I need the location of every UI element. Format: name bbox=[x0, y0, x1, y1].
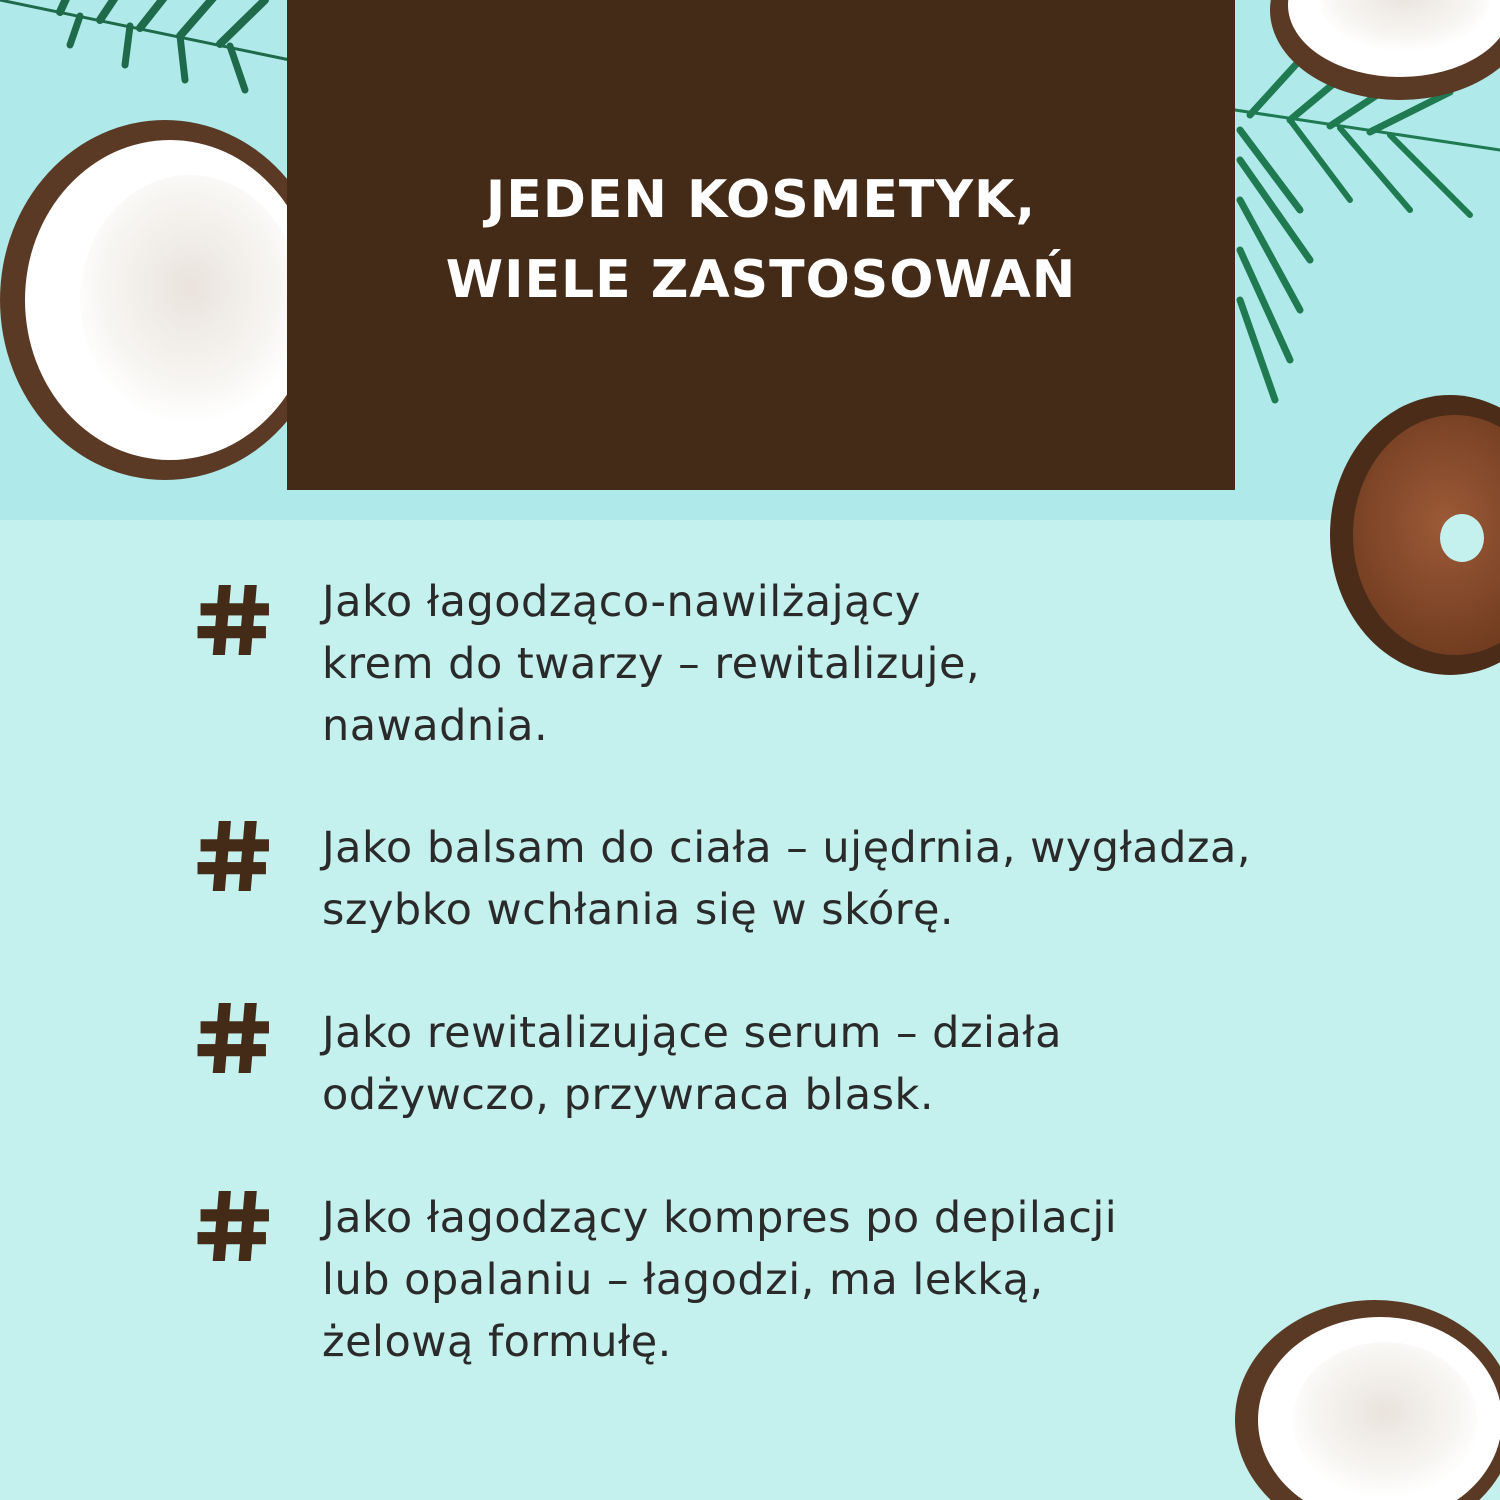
title-line-1: JEDEN KOSMETYK, bbox=[485, 170, 1037, 230]
list-item-text: Jako łagodząco-nawilżający krem do twarzy – rewitalizuje, nawadnia. bbox=[322, 577, 981, 751]
hash-icon bbox=[196, 582, 272, 658]
list-item-text: Jako rewitalizujące serum – działa odżywczo, przywraca blask. bbox=[322, 1008, 1062, 1120]
hash-icon bbox=[196, 1000, 272, 1076]
list-item-text: Jako łagodzący kompres po depilacji lub opalaniu – łagodzi, ma lekką, żelową formułę. bbox=[322, 1193, 1118, 1367]
title bbox=[446, 160, 1077, 320]
hash-icon bbox=[196, 1188, 272, 1264]
title-box bbox=[287, 0, 1235, 490]
list-item-text: Jako balsam do ciała – ujędrnia, wygładza, szybko wchłania się w skórę. bbox=[322, 823, 1252, 935]
title-line-2: WIELE ZASTOSOWAŃ bbox=[445, 250, 1077, 310]
coconut-half-left bbox=[0, 120, 330, 480]
hash-icon bbox=[196, 818, 272, 894]
